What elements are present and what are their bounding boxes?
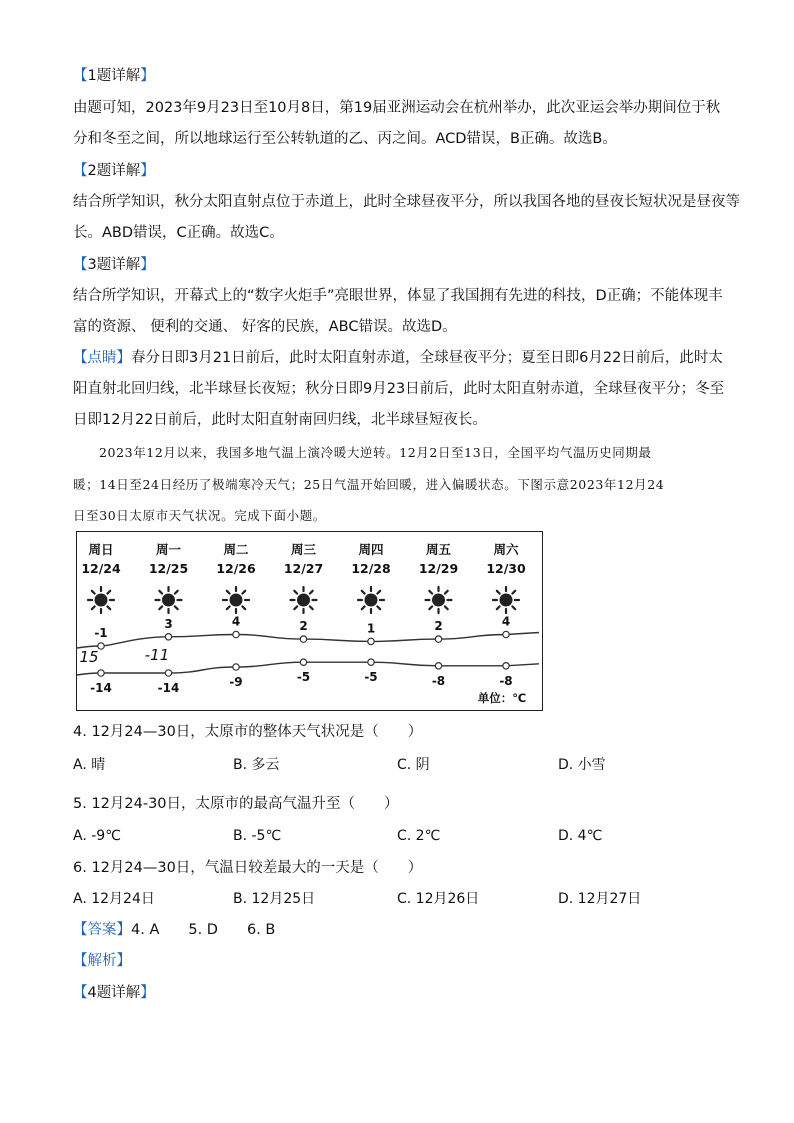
q3-heading-close: 】 xyxy=(140,257,155,273)
q3-line-1: 结合所学知识，开幕式上的“数字火炬手”亮眼世界，体显了我国拥有先进的科技，D正确；不能体现丰 xyxy=(73,288,723,304)
high-temp-point xyxy=(368,638,374,644)
dianjing-text-1: 春分日即3月21日前后，此时太阳直射赤道，全球昼夜平分；夏至日即6月22日前后，此时太 xyxy=(131,350,723,366)
high-temp-label: 2 xyxy=(299,619,308,634)
passage-line-2: 暖；14日至24日经历了极端寒冷天气；25日气温开始回暖，进入偏暖状态。下图示意2023年12月24 xyxy=(73,477,665,492)
day-label: 周四 xyxy=(358,542,384,557)
dianjing-line-1 xyxy=(73,348,723,368)
q6-option-a[interactable]: A. 12月24日 xyxy=(73,891,155,907)
q4-option-b[interactable]: B. 多云 xyxy=(233,757,280,773)
q1-line-2: 分和冬至之间，所以地球运行至公转轨道的乙、丙之间。ACD错误，B正确。故选B。 xyxy=(73,131,617,147)
high-temp-label: 4 xyxy=(231,614,241,629)
q2-heading-text: 2题详解 xyxy=(87,163,141,179)
sun-icon xyxy=(88,587,114,613)
day-label: 周一 xyxy=(155,542,182,557)
q1-heading-text: 1题详解 xyxy=(87,68,141,84)
high-temp-point xyxy=(503,631,509,637)
q3-line-2: 富的资源、 便利的交通、 好客的民族，ABC错误。故选D。 xyxy=(73,319,457,335)
low-temp-point xyxy=(503,663,509,669)
q1-line-1: 由题可知，2023年9月23日至10月8日，第19届亚洲运动会在杭州举办，此次亚运会举办期间位于秋 xyxy=(73,100,721,116)
date-label: 12/26 xyxy=(216,561,256,576)
q1-heading xyxy=(73,66,155,86)
dianjing-line-2: 阳直射北回归线，北半球昼长夜短；秋分日即9月23日前后，此时太阳直射赤道，全球昼夜平分；冬至 xyxy=(73,381,725,397)
q4-stem: 4. 12月24—30日，太原市的整体天气状况是（ ） xyxy=(73,724,423,740)
low-temp-label: -5 xyxy=(296,670,311,685)
passage-line-3: 日至30日太原市天气状况。完成下面小题。 xyxy=(73,508,326,523)
q4-heading-open: 【 xyxy=(73,985,88,1001)
low-temp-point xyxy=(98,670,104,676)
low-temp-label: -8 xyxy=(499,673,513,688)
dianjing-label: 【点睛】 xyxy=(73,350,131,366)
date-label: 12/28 xyxy=(351,561,391,576)
passage-line-1: 2023年12月以来，我国多地气温上演冷暖大逆转。12月2日至13日，全国平均气温历史同期最 xyxy=(99,445,652,460)
high-temp-label: 3 xyxy=(164,616,173,631)
sun-icon xyxy=(358,587,384,613)
sun-icon xyxy=(291,587,317,613)
q4-option-a[interactable]: A. 晴 xyxy=(73,757,106,773)
sun-icon xyxy=(426,587,452,613)
high-temp-point xyxy=(165,634,171,640)
low-temp-label: -5 xyxy=(364,670,378,685)
q6-option-c[interactable]: C. 12月26日 xyxy=(397,891,480,907)
day-label: 周日 xyxy=(88,542,114,557)
low-temp-label: -8 xyxy=(431,673,446,688)
high-temp-label: 2 xyxy=(434,619,443,634)
day-label: 周五 xyxy=(425,542,452,557)
q2-heading-open: 【 xyxy=(73,163,88,179)
q4-option-d[interactable]: D. 小雪 xyxy=(558,757,606,773)
date-label: 12/27 xyxy=(283,561,324,576)
q3-heading-text: 3题详解 xyxy=(87,257,141,273)
q5-option-a[interactable]: A. -9℃ xyxy=(73,828,121,844)
date-label: 12/25 xyxy=(148,561,189,576)
answer-text: 4. A 5. D 6. B xyxy=(131,922,276,938)
high-temp-label: 1 xyxy=(366,621,376,636)
q6-option-b[interactable]: B. 12月25日 xyxy=(233,891,316,907)
weather-chart xyxy=(76,531,543,711)
q2-heading xyxy=(73,161,155,181)
handwritten-mark: -11 xyxy=(144,646,170,664)
q4-heading xyxy=(73,983,155,1003)
q3-heading xyxy=(73,255,155,275)
q5-option-d[interactable]: D. 4℃ xyxy=(558,828,603,844)
q5-option-b[interactable]: B. -5℃ xyxy=(233,828,282,844)
q1-heading-close: 】 xyxy=(140,68,155,84)
high-temp-point xyxy=(435,636,441,642)
date-label: 12/24 xyxy=(81,561,121,576)
low-temp-label: -9 xyxy=(229,675,243,689)
q4-option-c[interactable]: C. 阴 xyxy=(397,757,430,773)
q2-heading-close: 】 xyxy=(140,163,155,179)
high-temp-point xyxy=(300,636,306,642)
weather-chart-svg xyxy=(77,532,541,709)
low-temp-point xyxy=(165,670,171,676)
answer-line xyxy=(73,920,275,940)
day-label: 周三 xyxy=(290,542,317,557)
date-label: 12/30 xyxy=(486,561,526,576)
high-temp-point xyxy=(233,631,239,637)
q1-heading-open: 【 xyxy=(73,68,88,84)
unit-label: 单位：℃ xyxy=(477,691,527,705)
q5-stem: 5. 12月24-30日，太原市的最高气温升至（ ） xyxy=(73,796,399,812)
q2-line-2: 长。ABD错误，C正确。故选C。 xyxy=(73,225,284,241)
q6-option-d[interactable]: D. 12月27日 xyxy=(558,891,642,907)
dianjing-line-3: 日即12月22日前后，此时太阳直射南回归线，北半球昼短夜长。 xyxy=(73,412,487,428)
day-label: 周二 xyxy=(223,542,249,557)
handwritten-mark: 15 xyxy=(79,648,99,666)
low-temp-point xyxy=(368,659,374,665)
high-temp-label: 4 xyxy=(501,614,511,629)
low-temp-point xyxy=(300,659,306,665)
q6-stem: 6. 12月24—30日，气温日较差最大的一天是（ ） xyxy=(73,860,423,876)
q3-heading-open: 【 xyxy=(73,257,88,273)
q2-line-1: 结合所学知识，秋分太阳直射点位于赤道上，此时全球昼夜平分，所以我国各地的昼夜长短状况是昼夜等 xyxy=(73,194,740,210)
low-temp-point xyxy=(233,664,239,670)
sun-icon xyxy=(493,587,519,613)
sun-icon xyxy=(223,587,249,613)
low-temp-label: -14 xyxy=(157,681,180,695)
high-temp-point xyxy=(98,643,104,649)
sun-icon xyxy=(156,587,182,613)
date-label: 12/29 xyxy=(418,561,459,576)
q5-option-c[interactable]: C. 2℃ xyxy=(397,828,441,844)
high-temp-label: -1 xyxy=(94,626,108,640)
day-label: 周六 xyxy=(493,542,519,557)
q4-heading-text: 4题详解 xyxy=(87,985,141,1001)
low-temp-point xyxy=(435,663,441,669)
low-temp-label: -14 xyxy=(90,681,112,695)
answer-label: 【答案】 xyxy=(73,922,131,938)
q4-heading-close: 】 xyxy=(140,985,155,1001)
analysis-label: 【解析】 xyxy=(73,953,131,969)
